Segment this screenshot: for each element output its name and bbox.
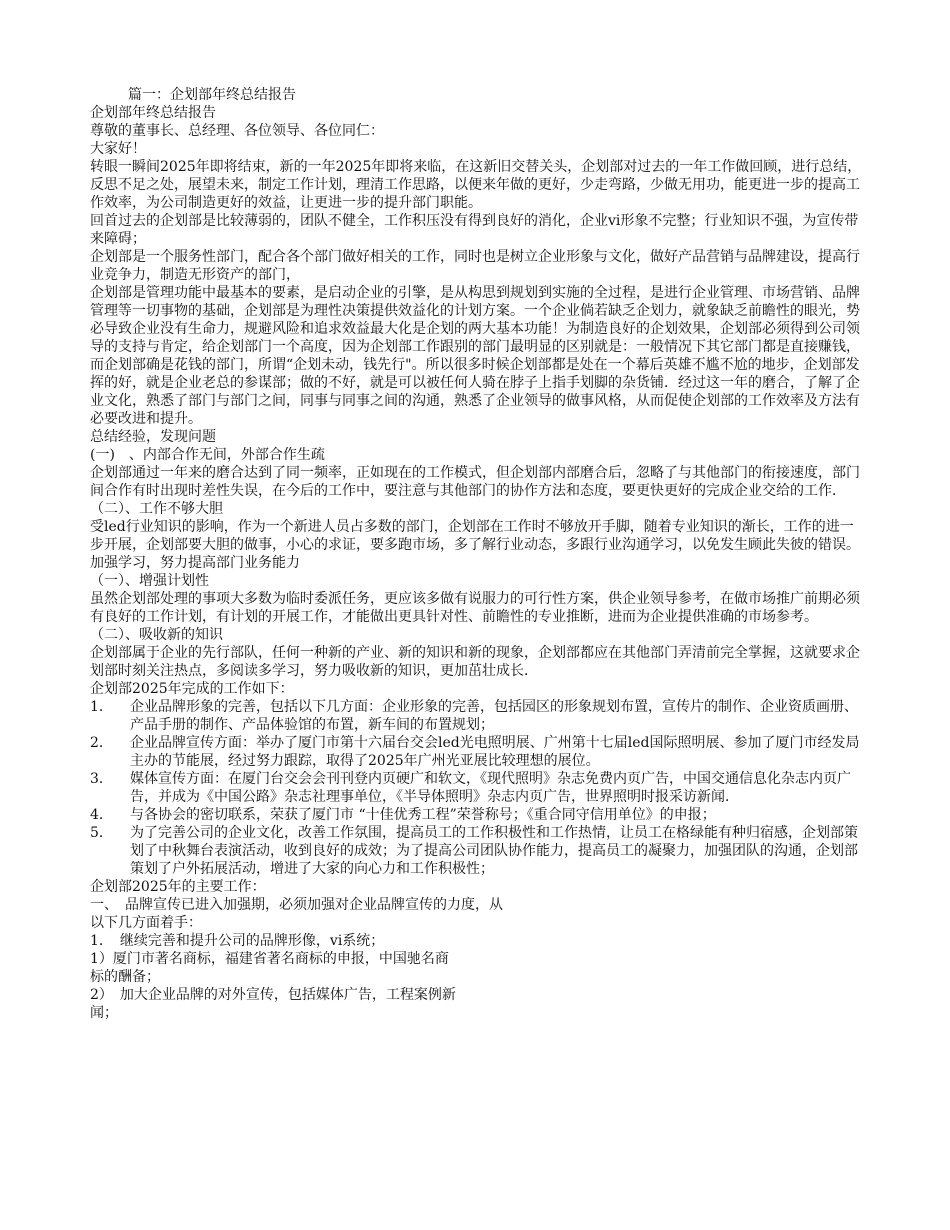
- list-item: [90, 806, 862, 824]
- paragraph: 尊敬的董事长、总经理、各位领导、各位同仁：: [90, 123, 384, 139]
- paragraph: 2） 加大企业品牌的对外宣传，包括媒体广告，工程案例新: [90, 987, 456, 1003]
- list-number: 3．: [90, 771, 113, 787]
- list-text: 与各协会的密切联系，荣获了厦门市 “十佳优秀工程”荣誉称号；《重合同守信用单位》的申报；: [130, 807, 716, 823]
- list-number: 4．: [90, 807, 113, 823]
- sub-heading: （二）、吸收新的知识: [90, 627, 223, 643]
- list-item: [90, 698, 862, 734]
- sub-heading: （一）、增强计划性: [90, 573, 209, 589]
- paragraph: 一、 品牌宣传已进入加强期，必须加强对企业品牌宣传的力度，从: [90, 897, 503, 913]
- list-number: 2．: [90, 735, 113, 751]
- paragraph: 企划部属于企业的先行部队，任何一种新的产业、新的知识和新的现象，企划部都应在其他部门弄清前完全掌握，这就要求企划部时刻关注热点，多阅读多学习，努力吸收新的知识，更加茁壮成长．: [90, 645, 860, 679]
- paragraph: 闻；: [90, 1005, 118, 1021]
- list-text: 企业品牌形象的完善，包括以下几方面：企业形象的完善，包括园区的形象规划布置，宣传片的制作、企业资质画册、产品手册的制作、产品体验馆的布置，新车间的布置规划；: [130, 699, 858, 733]
- paragraph: 1． 继续完善和提升公司的品牌形像，vi系统；: [90, 933, 385, 949]
- paragraph: 虽然企划部处理的事项大多数为临时委派任务，更应该多做有说服力的可行性方案，供企业领导参考，在做市场推广前期必须有良好的工作计划，有计划的开展工作，才能做出更具针对性、前瞻性的专业推断，进而为企业提供准确的市场参考。: [90, 591, 860, 625]
- paragraph: 标的酬备；: [90, 969, 160, 985]
- list-item: [90, 770, 862, 806]
- section-heading: 企划部2025年完成的工作如下：: [90, 681, 294, 697]
- paragraph: 大家好！: [90, 141, 146, 157]
- paragraph: 转眼一瞬间2025年即将结束，新的一年2025年即将来临，在这新旧交替关头，企划部对过去的一年工作做回顾，进行总结，反思不足之处，展望未来，制定工作计划，理清工作思路，以便来年做的更好，少走弯路，少做无用功，能更进一步的提高工作效率，为公司制造更好的效益，让更进一步的提升部门职能。: [90, 159, 862, 211]
- sub-heading: (一) 、内部合作无间，外部合作生疏: [90, 447, 325, 463]
- paragraph: 回首过去的企划部是比较薄弱的，团队不健全，工作积压没有得到良好的消化，企业vi形象不完整；行业知识不强，为宣传带来障碍；: [90, 213, 859, 247]
- section-heading: 企划部2025年的主要工作：: [90, 879, 266, 895]
- paragraph: 企划部是管理功能中最基本的要素，是启动企业的引擎，是从构思到规划到实施的全过程，是进行企业管理、市场营销、品牌管理等一切事物的基础，企划部是为理性决策提供效益化的计划方案。一个企业倘若缺乏企划力，就象缺乏前瞻性的眼光，势必导致企业没有生命力，规避风险和追求效益最大化是企划的两大基本功能！为制造良好的企划效果，企划部必须得到公司领导的支持与肯定，给企划部门一个高度，因为企划部工作跟别的部门最明显的区别就是：一般情况下其它部门都是直接赚钱，而企划部确是花钱的部门，所谓“企划未动，钱先行"。所以很多时候企划部都是处在一个幕后英雄不尴不尬的地步，企划部发挥的好，就是企业老总的参谋部；做的不好，就是可以被任何人骑在脖子上指手划脚的杂货铺．经过这一年的磨合，了解了企业文化，熟悉了部门与部门之间，同事与同事之间的沟通，熟悉了企业领导的做事风格，从而促使企划部的工作效率及方法有必要改进和提升。: [90, 285, 860, 427]
- done-list: [90, 698, 862, 878]
- list-text: 媒体宣传方面：在厦门台交会会刊刊登内页硬广和软文，《现代照明》杂志免费内页广告，中国交通信息化杂志内页广告，并成为《中国公路》杂志社理事单位，《半导体照明》杂志内页广告，世界照明时报采访新闻．: [130, 771, 851, 805]
- list-number: 1．: [90, 699, 113, 715]
- sub-heading: （二）、工作不够大胆: [90, 501, 223, 517]
- section-heading: 总结经验，发现问题: [90, 429, 216, 445]
- paragraph: 企划部是一个服务性部门，配合各个部门做好相关的工作，同时也是树立企业形象与文化，做好产品营销与品牌建设，提高行业竞争力，制造无形资产的部门，: [90, 249, 860, 283]
- paragraph: 企划部通过一年来的磨合达到了同一频率，正如现在的工作模式，但企划部内部磨合后，忽略了与其他部门的衔接速度，部门间合作有时出现时差性失误，在今后的工作中，要注意与其他部门的协作方法和态度，要更快更好的完成企业交给的工作．: [90, 465, 860, 499]
- top-section: [90, 104, 862, 698]
- document-title: 篇一：企划部年终总结报告: [128, 87, 296, 103]
- list-number: 5．: [90, 825, 113, 841]
- list-item: [90, 824, 862, 878]
- paragraph: 企划部年终总结报告: [90, 105, 216, 121]
- list-text: 为了完善公司的企业文化，改善工作氛围，提高员工的工作积极性和工作热情，让员工在格绿能有种归宿感，企划部策划了中秋舞台表演活动，收到良好的成效；为了提高公司团队协作能力，提高员工的凝聚力，加强团队的沟通，企划部策划了户外拓展活动，增进了大家的向心力和工作积极性；: [130, 825, 858, 877]
- bottom-section: [90, 878, 862, 1022]
- section-heading: 加强学习，努力提高部门业务能力: [90, 555, 300, 571]
- list-item: [90, 734, 862, 770]
- paragraph: 1）厦门市著名商标，福建省著名商标的申报，中国驰名商: [90, 951, 449, 967]
- list-text: 企业品牌宣传方面：举办了厦门市第十六届台交会led光电照明展、广州第十七届led国际照明展、参加了厦门市经发局主办的节能展，经过努力跟踪，取得了2025年广州光亚展比较理想的展位。: [130, 735, 860, 769]
- paragraph: 以下几方面着手：: [90, 915, 202, 931]
- paragraph: 受led行业知识的影响，作为一个新进人员占多数的部门，企划部在工作时不够放开手脚，随着专业知识的渐长，工作的进一步开展，企划部要大胆的做事，小心的求证，要多跑市场，多了解行业动态，多跟行业沟通学习，以免发生顾此失彼的错误。: [90, 519, 860, 553]
